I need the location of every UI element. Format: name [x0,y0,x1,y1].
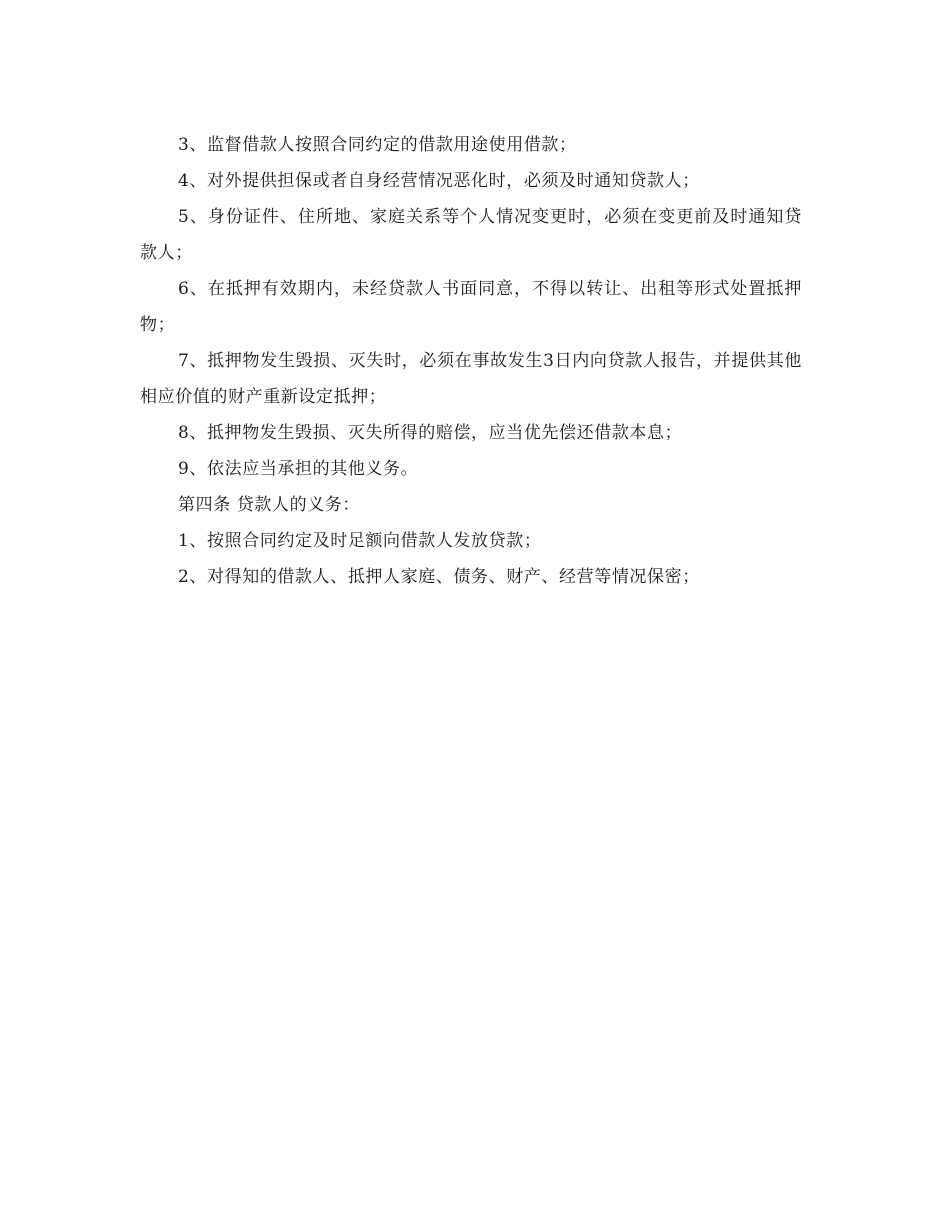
obligation-item-9: 9、依法应当承担的其他义务。 [178,459,419,479]
document-body [140,127,802,595]
lender-obligation-item-1: 1、按照合同约定及时足额向借款人发放贷款； [178,531,542,551]
lender-obligation-item-2: 2、对得知的借款人、抵押人家庭、债务、财产、经营等情况保密； [178,567,700,587]
obligation-item-3: 3、监督借款人按照合同约定的借款用途使用借款； [178,135,577,155]
obligation-item-4: 4、对外提供担保或者自身经营情况恶化时，必须及时通知贷款人； [178,171,700,191]
obligation-item-5: 5、身份证件、住所地、家庭关系等个人情况变更时，必须在变更前及时通知贷款人； [140,207,802,263]
obligation-item-8: 8、抵押物发生毁损、灭失所得的赔偿，应当优先偿还借款本息； [178,423,683,443]
obligation-item-7: 7、抵押物发生毁损、灭失时，必须在事故发生3日内向贷款人报告，并提供其他相应价值的财产重新设定抵押； [140,351,802,407]
article-heading: 第四条 贷款人的义务： [178,495,361,515]
obligation-item-6: 6、在抵押有效期内，未经贷款人书面同意，不得以转让、出租等形式处置抵押物； [140,279,802,335]
